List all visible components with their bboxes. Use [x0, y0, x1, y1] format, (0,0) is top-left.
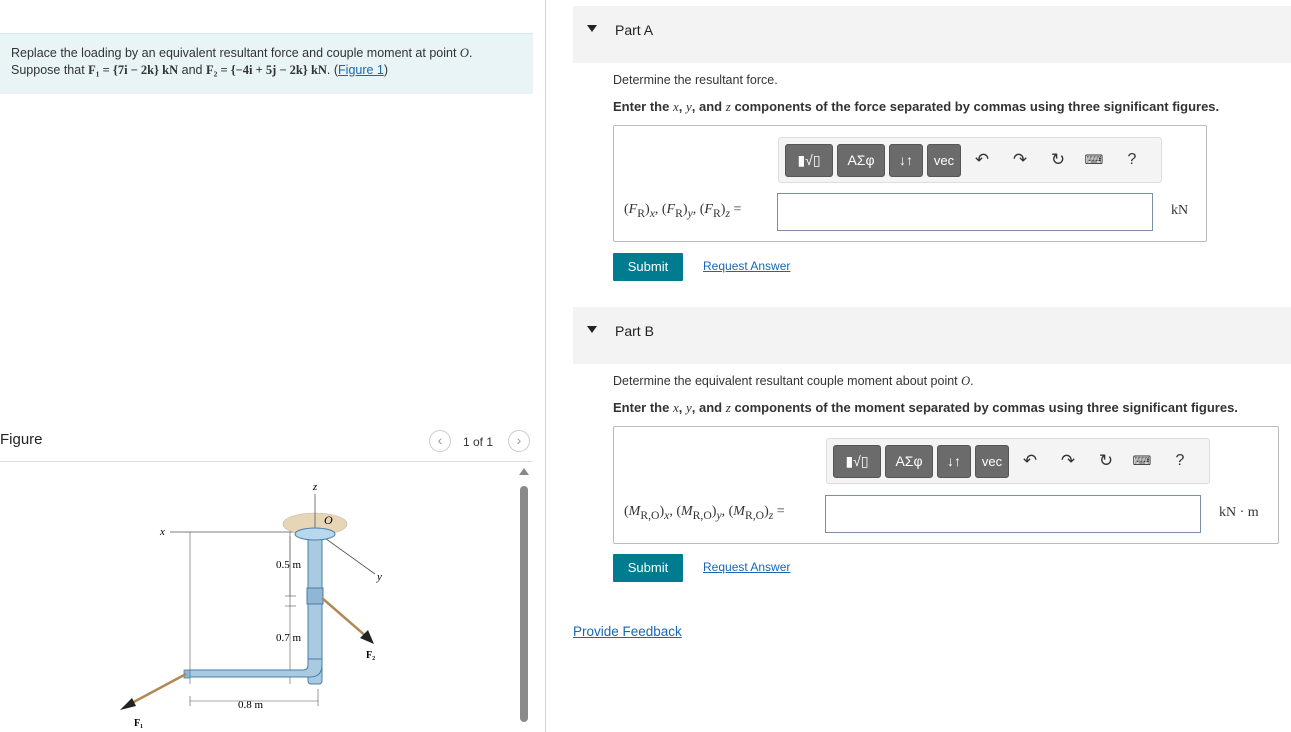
- help-icon[interactable]: ?: [1175, 452, 1185, 469]
- keyboard-icon[interactable]: ⌨: [1084, 152, 1104, 167]
- keyboard-icon[interactable]: ⌨: [1132, 453, 1152, 468]
- part-b-submit-button[interactable]: Submit: [613, 554, 683, 582]
- label-f2: F₂: [366, 650, 376, 661]
- right-pane: [547, 0, 1291, 732]
- greek-button[interactable]: ΑΣφ: [837, 144, 885, 177]
- part-a-question: Determine the resultant force.: [613, 73, 778, 87]
- part-a-instructions: Enter the x, y, and z components of the force separated by commas using three significant figures.: [613, 99, 1220, 114]
- force-f2: F₂ = {−4i + 5j − 2k} kN: [206, 63, 327, 77]
- label-y: y: [377, 571, 382, 583]
- redo-icon[interactable]: ↷: [1012, 150, 1028, 169]
- scroll-thumb[interactable]: [520, 486, 528, 722]
- label-o: O: [324, 513, 333, 527]
- part-b-toolbar: [826, 438, 1210, 484]
- figure-page-count: 1 of 1: [463, 435, 494, 449]
- vec-button[interactable]: vec: [975, 445, 1009, 478]
- part-b-header[interactable]: [573, 307, 1291, 364]
- label-d2: 0.7 m: [276, 632, 302, 644]
- figure-scrollbar[interactable]: [519, 468, 529, 724]
- template-button[interactable]: ▮√▯: [833, 445, 881, 478]
- left-pane: [0, 0, 546, 732]
- prev-figure-button[interactable]: ‹: [429, 430, 451, 452]
- label-z: z: [312, 481, 318, 493]
- and-text: and: [181, 63, 203, 77]
- collapse-arrow-icon: [587, 25, 597, 32]
- part-a-input[interactable]: [777, 193, 1153, 231]
- part-b-request-answer-link[interactable]: Request Answer: [703, 560, 791, 574]
- figure-header: [0, 428, 533, 462]
- part-b-input[interactable]: [825, 495, 1201, 533]
- vec-button[interactable]: vec: [927, 144, 961, 177]
- part-b-unit: kN · m: [1219, 505, 1259, 520]
- force-f1: F₁ = {7i − 2k} kN: [88, 63, 179, 77]
- part-a-answer-box: [613, 125, 1207, 242]
- undo-icon[interactable]: ↶: [974, 150, 990, 169]
- part-a-unit: kN: [1171, 203, 1189, 218]
- pipe-horizontal: [188, 659, 322, 677]
- part-b-question: Determine the equivalent resultant couple moment about point O.: [613, 374, 974, 388]
- problem-line2-prefix: Suppose that: [11, 63, 85, 77]
- part-b-answer-box: [613, 426, 1279, 544]
- template-button[interactable]: ▮√▯: [785, 144, 833, 177]
- part-a-toolbar: [778, 137, 1162, 183]
- part-a-equation-label: $(F_R)_x$, $(F_R)_y$, $(F_R)_z$ =: [624, 202, 742, 220]
- figure-title: Figure: [0, 431, 43, 448]
- part-a-request-answer-link[interactable]: Request Answer: [703, 259, 791, 273]
- help-icon[interactable]: ?: [1127, 151, 1137, 168]
- next-figure-button[interactable]: ›: [508, 430, 530, 452]
- collapse-arrow-icon: [587, 326, 597, 333]
- part-a-header[interactable]: [573, 6, 1291, 63]
- redo-icon[interactable]: ↷: [1060, 451, 1076, 470]
- label-d1: 0.5 m: [276, 559, 302, 571]
- label-x: x: [160, 526, 165, 538]
- pipe-flange: [295, 528, 335, 540]
- part-a-submit-button[interactable]: Submit: [613, 253, 683, 281]
- label-d3: 0.8 m: [238, 699, 264, 711]
- scroll-up-arrow-icon[interactable]: [519, 468, 529, 475]
- part-b-equation-label: $(M_{R,O})_x$, $(M_{R,O})_y$, $(M_{R,O})_z$ =: [624, 504, 785, 522]
- part-b-instructions: Enter the x, y, and z components of the moment separated by commas using three significant figures.: [613, 400, 1238, 415]
- y-axis-line: [322, 536, 375, 574]
- point-o: O: [459, 46, 469, 60]
- figure-diagram: [110, 474, 400, 730]
- f1-arrowhead: [120, 698, 136, 710]
- f1-rope: [130, 674, 186, 704]
- figure-link[interactable]: Figure 1: [338, 63, 384, 77]
- reset-icon[interactable]: ↻: [1098, 451, 1114, 470]
- problem-line1: Replace the loading by an equivalent resultant force and couple moment at point: [11, 46, 457, 60]
- problem-statement: Replace the loading by an equivalent resultant force and couple moment at point O. Suppose that F₁ = {7i − 2k} kN and F₂ = {−4i + 5j − 2k} kN. (Figure 1): [0, 33, 533, 94]
- reset-icon[interactable]: ↻: [1050, 150, 1066, 169]
- undo-icon[interactable]: ↶: [1022, 451, 1038, 470]
- part-b-title: Part B: [615, 323, 654, 339]
- greek-button[interactable]: ΑΣφ: [885, 445, 933, 478]
- part-a-title: Part A: [615, 22, 654, 38]
- label-f1: F₁: [134, 718, 144, 729]
- arrows-button[interactable]: ↓↑: [937, 445, 971, 478]
- pipe-collar: [307, 588, 323, 604]
- arrows-button[interactable]: ↓↑: [889, 144, 923, 177]
- f2-rope: [322, 598, 368, 638]
- provide-feedback-link[interactable]: Provide Feedback: [573, 624, 682, 639]
- pane-divider: [545, 0, 546, 732]
